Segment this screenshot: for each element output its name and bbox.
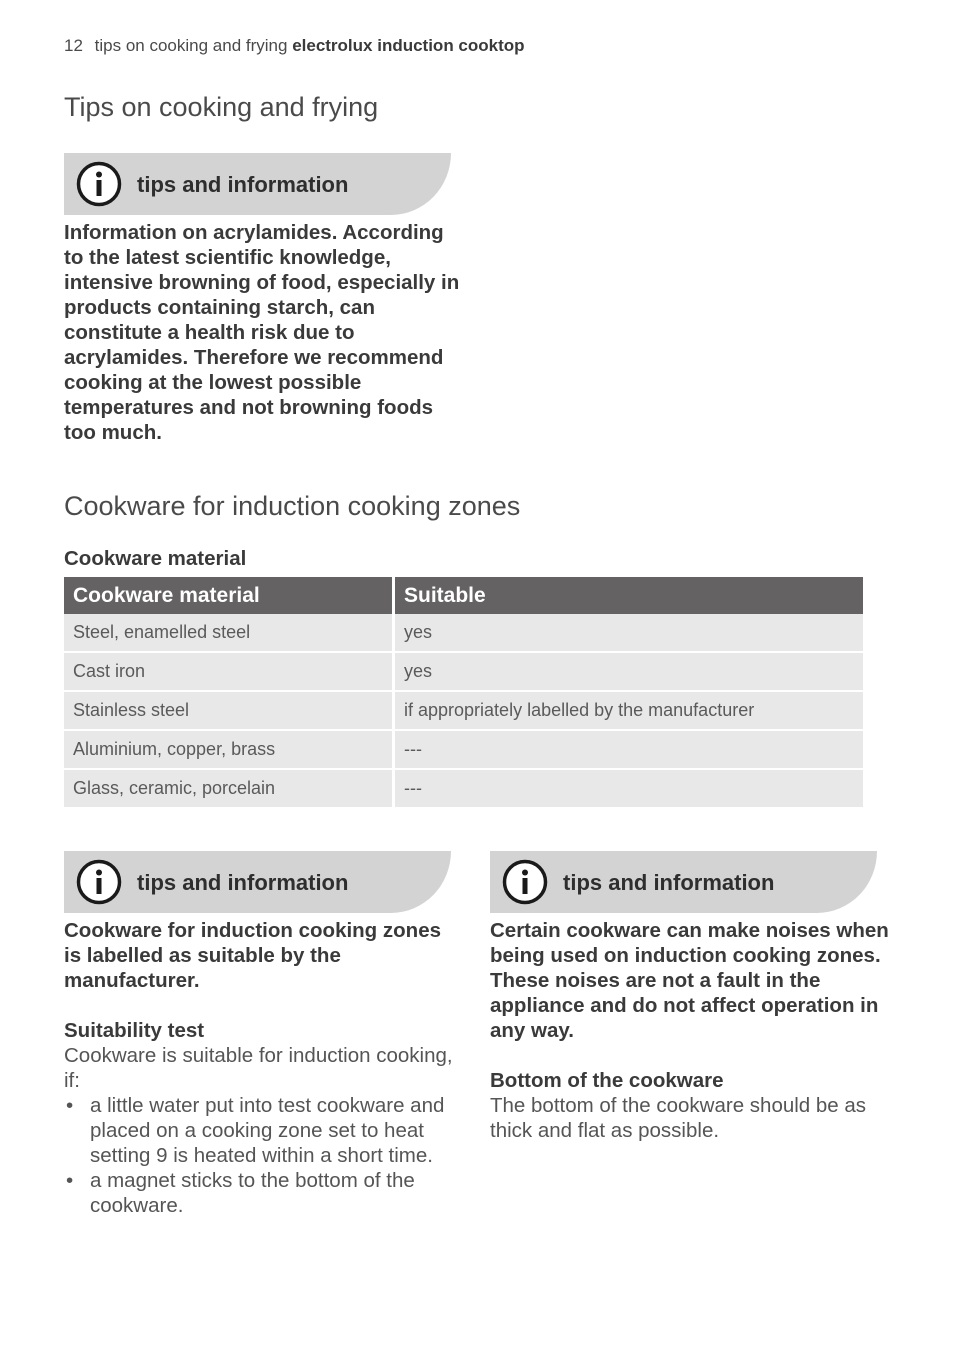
tip-label: tips and information: [137, 870, 349, 895]
column-header-suitable: Suitable: [394, 577, 864, 614]
page-number: 12: [64, 36, 83, 55]
tip-box-noises: [490, 851, 877, 913]
table-row: [64, 730, 863, 769]
table-cell-material: Steel, enamelled steel: [64, 614, 394, 652]
cookware-table: [64, 577, 863, 807]
suitability-list: [64, 1093, 469, 1218]
suitability-test-block: [64, 1018, 469, 1218]
table-cell-suitable: yes: [394, 614, 864, 652]
table-row: [64, 769, 863, 807]
tip-label: tips and information: [137, 172, 349, 197]
table-cell-material: Cast iron: [64, 652, 394, 691]
info-circle-icon: [502, 859, 548, 905]
section-title-tips: Tips on cooking and frying: [64, 92, 379, 122]
table-cell-suitable: ---: [394, 730, 864, 769]
suitability-test-heading: Suitability test: [64, 1019, 205, 1042]
acrylamide-info: Information on acrylamides. According to the latest scientific knowledge, intensive browning of food, especially in products containing starch, can constitute a health risk due to acrylamides. Therefore we recommend cooking at the lowest possible temperatures and not browning foods too much.: [64, 221, 460, 444]
table-cell-material: Glass, ceramic, porcelain: [64, 769, 394, 807]
tip-box-acrylamides: [64, 153, 451, 215]
table-cell-material: Aluminium, copper, brass: [64, 730, 394, 769]
table-cell-material: Stainless steel: [64, 691, 394, 730]
list-item: • a little water put into test cookware and placed on a cooking zone set to heat setting 9 is heated within a short time.: [64, 1093, 469, 1168]
cookware-labelled-info: Cookware for induction cooking zones is labelled as suitable by the manufacturer.: [64, 919, 441, 992]
page-header: [64, 36, 525, 56]
suitability-intro: Cookware is suitable for induction cooking, if:: [64, 1044, 453, 1092]
info-circle-icon: [76, 161, 122, 207]
column-header-material: Cookware material: [64, 577, 394, 614]
header-section: tips on cooking and frying: [94, 36, 288, 55]
table-cell-suitable: yes: [394, 652, 864, 691]
table-cell-suitable: if appropriately labelled by the manufacturer: [394, 691, 864, 730]
bottom-cookware-heading: Bottom of the cookware: [490, 1069, 724, 1092]
bottom-cookware-block: [490, 1068, 890, 1143]
header-brand: electrolux induction cooktop: [292, 36, 525, 55]
list-item: • a magnet sticks to the bottom of the cookware.: [64, 1168, 469, 1218]
info-circle-icon: [76, 859, 122, 905]
table-row: [64, 614, 863, 652]
table-row: [64, 691, 863, 730]
table-row: [64, 652, 863, 691]
table-header-row: [64, 577, 863, 614]
bottom-cookware-text: The bottom of the cookware should be as thick and flat as possible.: [490, 1094, 867, 1142]
table-caption: Cookware material: [64, 547, 247, 570]
tip-box-cookware: [64, 851, 451, 913]
noise-info: Certain cookware can make noises when being used on induction cooking zones. These noises are not a fault in the appliance and do not affect operation in any way.: [490, 919, 889, 1042]
table-cell-suitable: ---: [394, 769, 864, 807]
tip-label: tips and information: [563, 870, 775, 895]
section-title-cookware: Cookware for induction cooking zones: [64, 491, 521, 521]
